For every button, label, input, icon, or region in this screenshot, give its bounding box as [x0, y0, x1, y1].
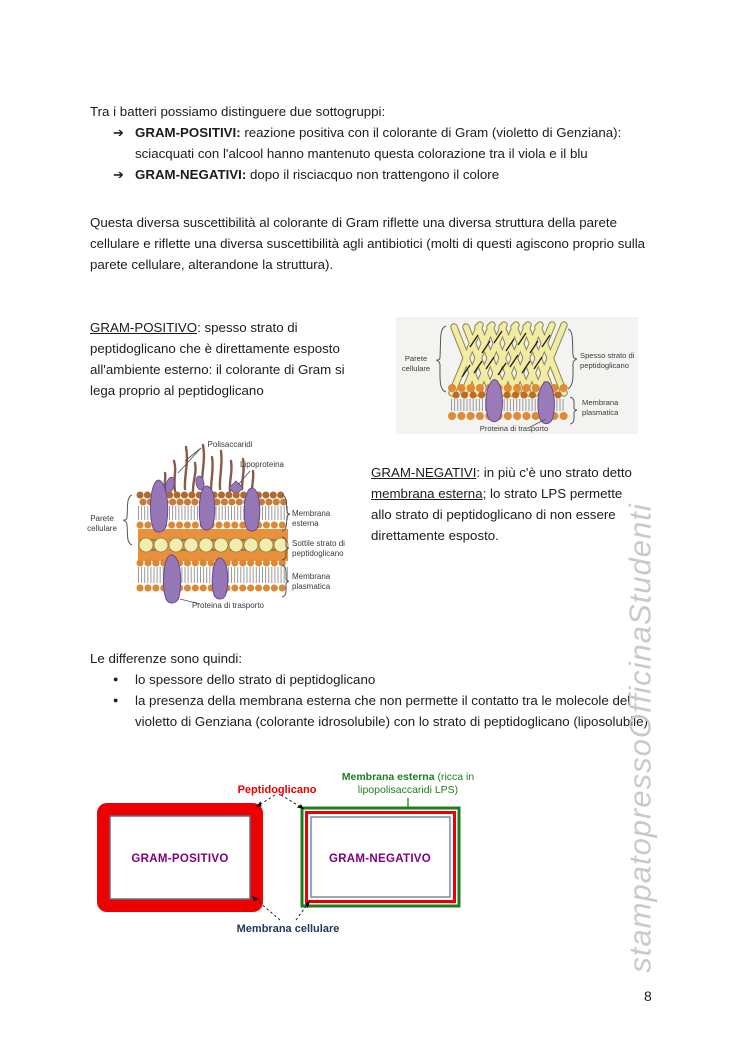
gram-positivo-rest: : spesso strato di peptidoglicano che è direttamente esposto all'ambiente esterno: il colorante di Gram si lega proprio al peptidoglicano: [90, 320, 345, 398]
term-gram-positivi: GRAM-POSITIVI:: [135, 125, 241, 140]
gram-negativi-paragraph: [371, 462, 633, 546]
gram-negativi-rest: ; lo strato LPS permette allo strato di peptidoglicano di non essere direttamente esposto.: [371, 486, 623, 543]
label-membrana-plasmatica-2: plasmatica: [292, 582, 331, 591]
bullet-dot-icon: ●: [113, 695, 119, 705]
gram-negativo-box-label: GRAM-NEGATIVO: [328, 853, 432, 865]
difference-item-text: la presenza della membrana esterna che non permette il contatto tra le molecole del violetto di Genziana (colorante idrosolubile) con lo strato di peptidoglicano (liposolubile).: [135, 693, 652, 729]
term-gram-negativi: GRAM-NEGATIVI:: [135, 167, 247, 182]
intro-section: [90, 101, 665, 185]
difference-item: [90, 690, 655, 732]
arrow-bullet-icon: ➔: [113, 167, 124, 182]
gram-positivo-figure: [396, 317, 638, 434]
paragraph-susceptibility: Questa diversa suscettibilità al colorante di Gram riflette una diversa struttura della parete cellulare e riflette una diversa suscettibilità agli antibiotici (molti di questi agiscono proprio sulla parete cellulare, alterandone la struttura).: [90, 215, 646, 272]
intro-item-text: [135, 122, 665, 164]
differences-lead: Le differenze sono quindi:: [90, 651, 243, 666]
intro-item-gram-negativi: [90, 164, 665, 185]
intro-item-gram-positivi: [90, 122, 665, 164]
label-parete: Parete: [90, 514, 114, 523]
label-lipoproteina: Lipoproteina: [239, 460, 285, 469]
membrana-esterna-underlined: membrana esterna: [371, 486, 483, 501]
gram-negativi-mid: : in più c'è uno strato detto: [476, 465, 632, 480]
comparison-diagram: [85, 762, 505, 942]
page-number: 8: [644, 988, 652, 1004]
label-polisaccaridi: Polisaccaridi: [207, 440, 253, 449]
label-proteina-trasporto: Proteina di trasporto: [191, 601, 265, 610]
gram-positivo-box-label: GRAM-POSITIVO: [131, 853, 229, 865]
gram-negativi-heading: GRAM-NEGATIVI: [371, 465, 477, 480]
label-membrana-plasmatica-1: Membrana: [292, 572, 331, 581]
gram-positivo-paragraph: [90, 317, 346, 401]
gram-positivo-heading: GRAM-POSITIVO: [90, 320, 198, 335]
label-membrana-esterna-1: Membrana: [292, 509, 331, 518]
differences-section: [90, 648, 655, 732]
intro-item-rest: reazione positiva con il colorante di Gram (violetto di Genziana): sciacquati con l'alcool hanno mantenuto questa colorazione tra il viola e il blu: [135, 125, 622, 161]
label-sottile-strato-1: Sottile strato di: [292, 539, 345, 548]
label-cellulare: cellulare: [401, 364, 431, 373]
label-spesso-strato: Spesso strato di: [580, 351, 635, 360]
intro-item-text: [135, 164, 665, 185]
label-membrana-esterna: Membrana esterna (ricca in: [341, 771, 475, 783]
gram-positivo-box: [97, 803, 263, 912]
label-lipopolisaccaridi: lipopolisaccaridi LPS): [357, 784, 459, 796]
intro-lead: Tra i batteri possiamo distinguere due sottogruppi:: [90, 104, 386, 119]
label-peptidoglicano: peptidoglicano: [580, 361, 629, 370]
difference-item: [90, 669, 655, 690]
gram-negativo-box: [302, 808, 459, 906]
arrow-bullet-icon: ➔: [113, 125, 124, 140]
watermark: stampatopressoOfficinaStudenti: [622, 503, 658, 973]
label-membrana: Membrana: [582, 398, 619, 407]
label-membrana-esterna-2: esterna: [292, 519, 319, 528]
label-parete: Parete: [404, 354, 428, 363]
intro-item-rest: dopo il risciacquo non trattengono il colore: [246, 167, 500, 182]
label-peptidoglicano: Peptidoglicano: [237, 784, 317, 796]
bullet-dot-icon: ●: [113, 674, 119, 684]
label-cellulare: cellulare: [87, 524, 117, 533]
label-membrana-cellulare: Membrana cellulare: [236, 923, 340, 935]
difference-item-text: lo spessore dello strato di peptidoglicano: [135, 672, 376, 687]
label-plasmatica: plasmatica: [582, 408, 619, 417]
label-sottile-strato-2: peptidoglicano: [292, 549, 344, 558]
gram-negativo-figure: [80, 433, 360, 611]
label-proteina-trasporto: Proteina di trasporto: [479, 424, 549, 433]
